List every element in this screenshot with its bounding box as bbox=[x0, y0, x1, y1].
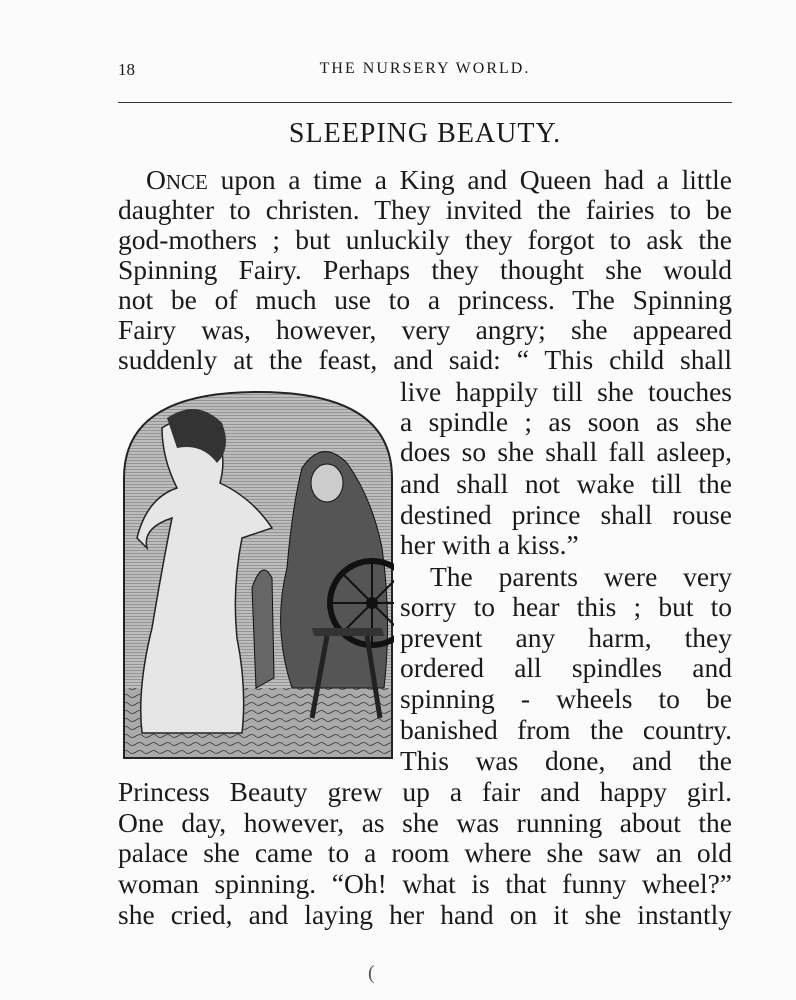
page-number: 18 bbox=[118, 60, 135, 79]
text-line: and shall not wake till the bbox=[400, 468, 732, 499]
text-line: The parents were very bbox=[430, 561, 732, 592]
header-rule bbox=[118, 102, 732, 103]
text-line: This was done, and the bbox=[400, 745, 732, 776]
text-line: Spinning Fairy. Perhaps they thought she would bbox=[118, 254, 732, 285]
text-line: Fairy was, however, very angry; she appeared bbox=[118, 314, 732, 345]
text-line: ordered all spindles and bbox=[400, 652, 732, 683]
text-line: daughter to christen. They invited the fairies to be bbox=[118, 194, 732, 225]
text-line: god-mothers ; but unluckily they forgot to ask the bbox=[118, 224, 732, 255]
text-line: live happily till she touches bbox=[400, 376, 732, 407]
text-line: prevent any harm, they bbox=[400, 622, 732, 653]
illustration-princess-and-spinning-fairy bbox=[122, 388, 394, 760]
text-line: not be of much use to a princess. The Spinning bbox=[118, 284, 732, 315]
text-line: suddenly at the feast, and said: “ This child shall bbox=[118, 344, 732, 375]
text-line: her with a kiss.” bbox=[400, 529, 579, 560]
dropcap-word: ONCE bbox=[146, 164, 208, 195]
text-line: Princess Beauty grew up a fair and happy girl. bbox=[118, 776, 732, 807]
page-mark: ( bbox=[368, 962, 375, 984]
line-text: upon a time a King and Queen had a little bbox=[207, 164, 732, 195]
text-line: banished from the country. bbox=[400, 714, 732, 745]
text-line: spinning - wheels to be bbox=[400, 683, 732, 714]
text-line: destined prince shall rouse bbox=[400, 499, 732, 530]
running-title: THE NURSERY WORLD. bbox=[319, 60, 531, 77]
first-line bbox=[146, 165, 732, 197]
text-line: a spindle ; as soon as she bbox=[400, 406, 732, 437]
text-line: she cried, and laying her hand on it she instantly bbox=[118, 899, 732, 930]
text-line: woman spinning. “Oh! what is that funny wheel?” bbox=[118, 868, 732, 899]
story-title: SLEEPING BEAUTY. bbox=[288, 118, 562, 149]
text-line: palace she came to a room where she saw an old bbox=[118, 837, 732, 868]
text-line: sorry to hear this ; but to bbox=[400, 591, 732, 622]
text-line: One day, however, as she was running about the bbox=[118, 807, 732, 838]
text-line: does so she shall fall asleep, bbox=[400, 436, 732, 467]
